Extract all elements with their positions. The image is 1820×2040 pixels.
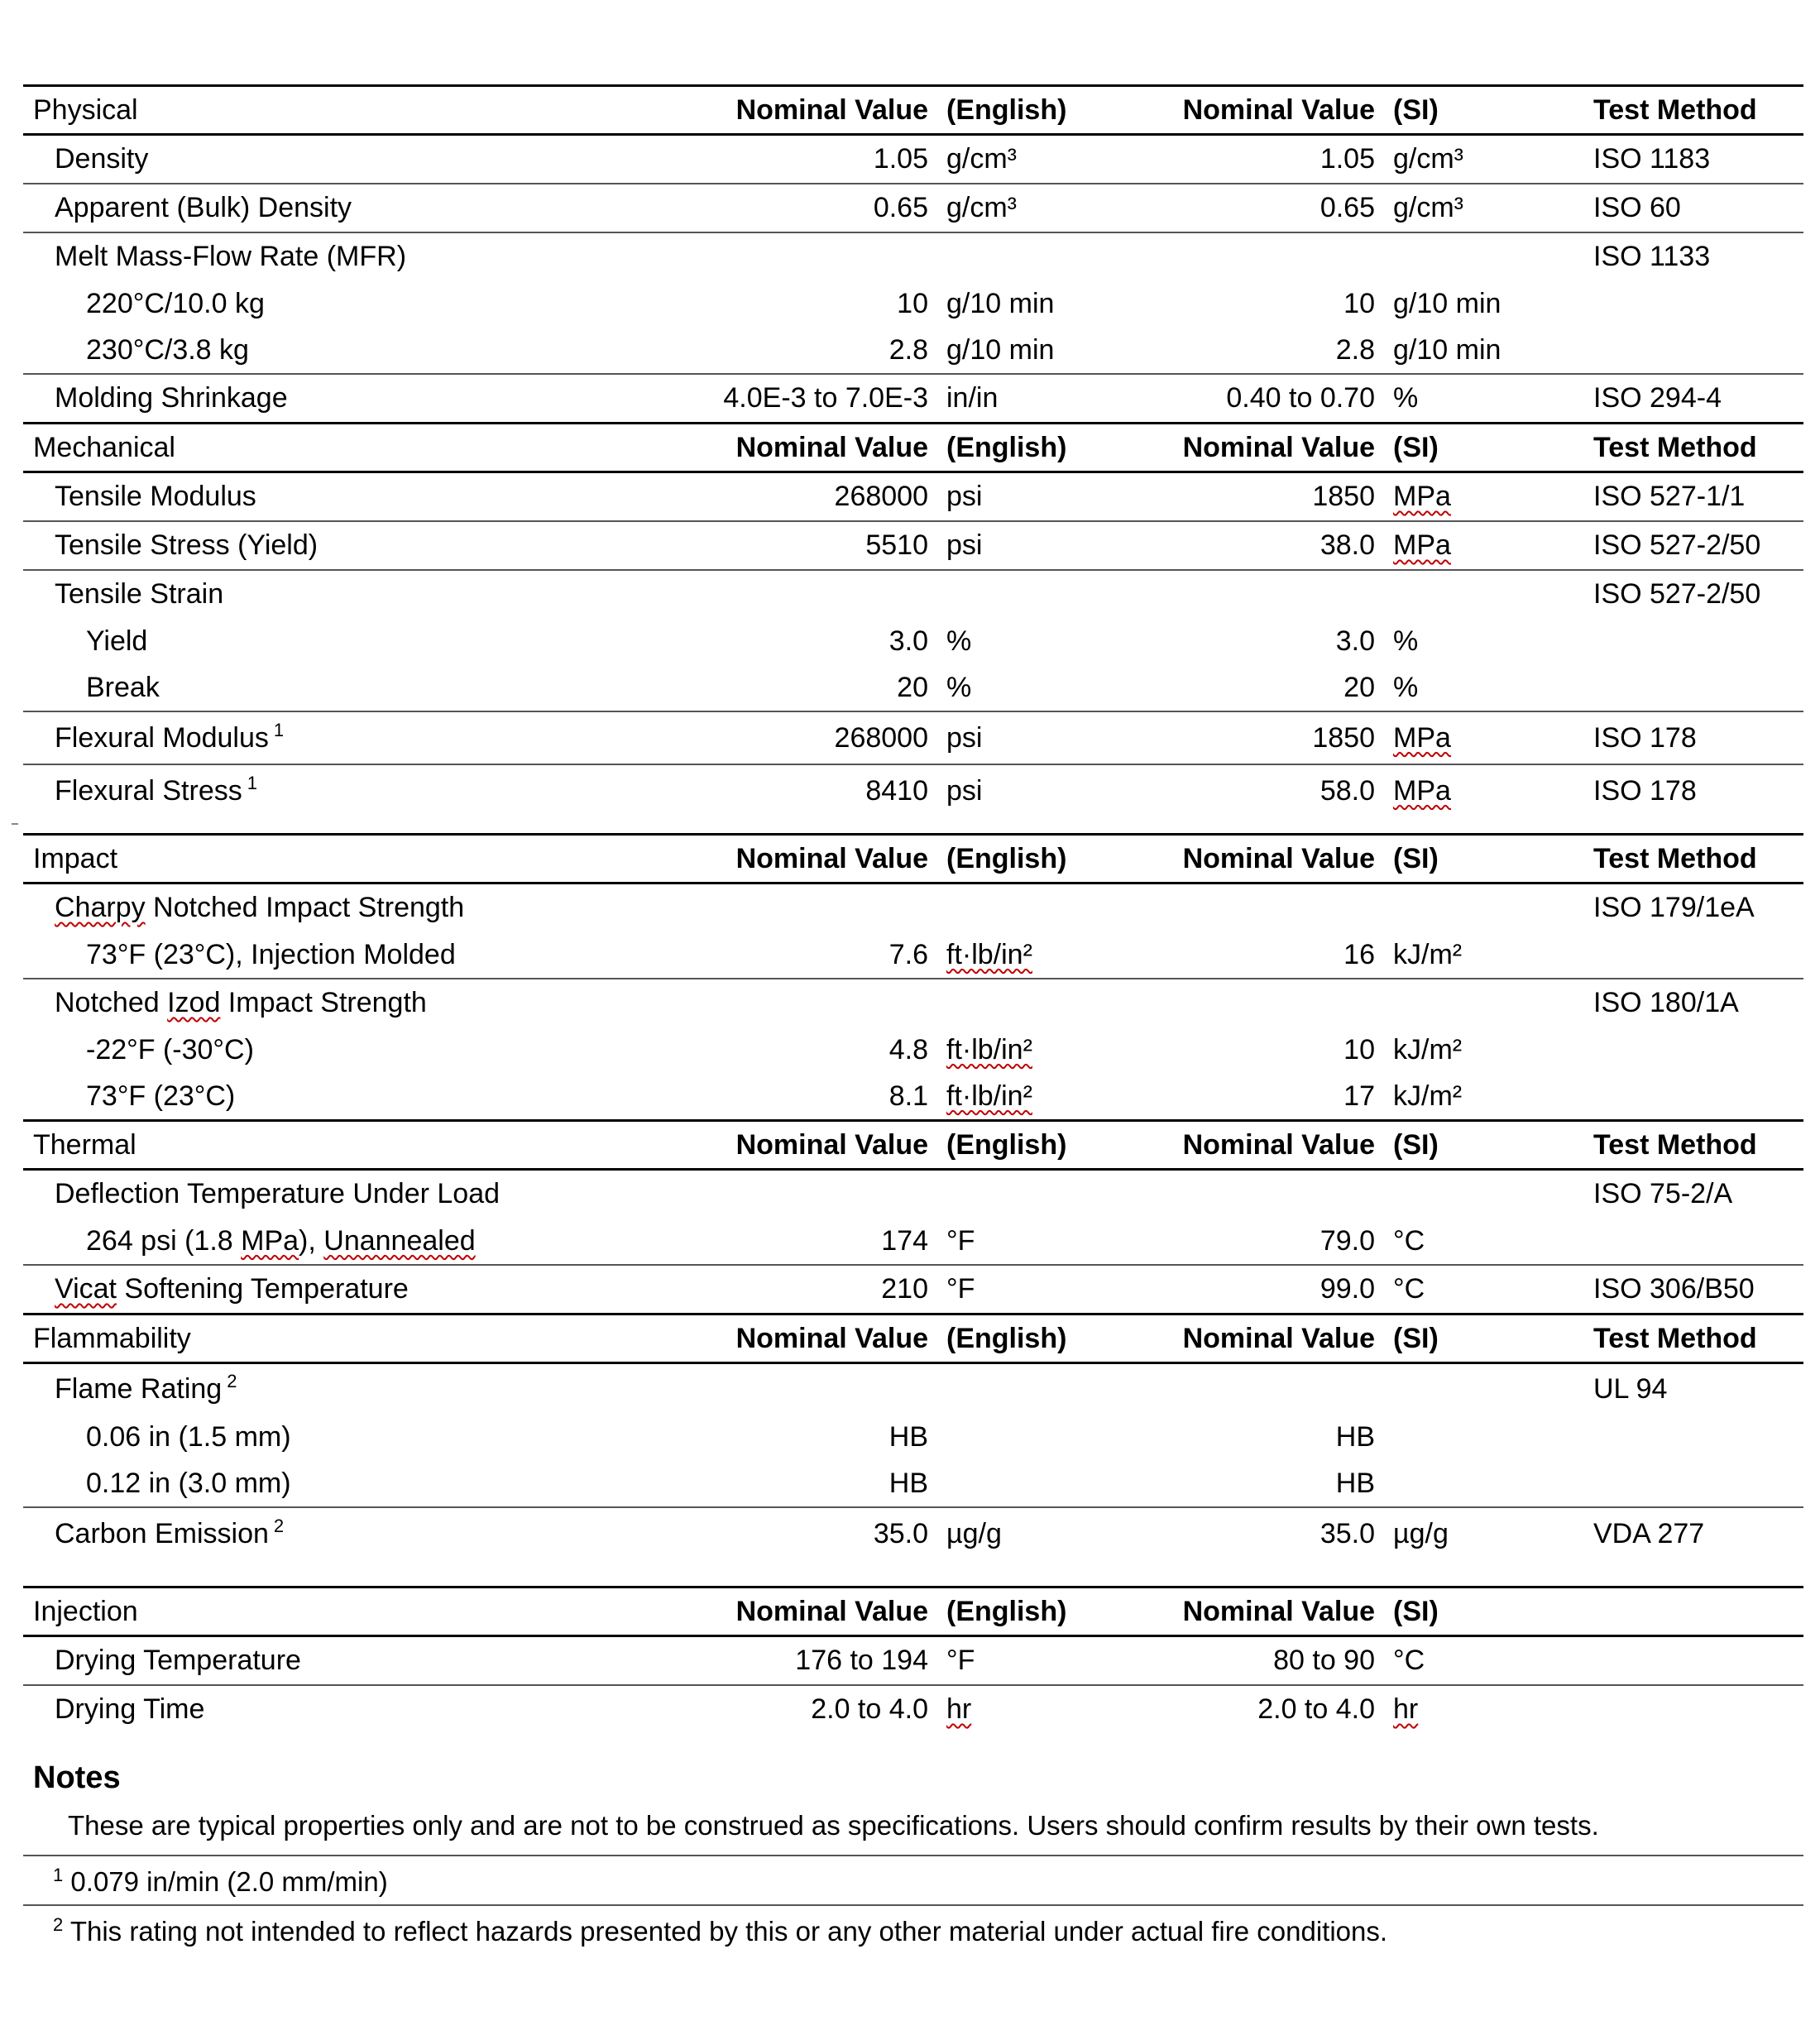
english-value: 1.05 (873, 143, 928, 175)
table-row (23, 373, 1803, 422)
table-row (23, 664, 1803, 711)
si-value: HB (1335, 1420, 1375, 1453)
header-test-method: Test Method (1593, 842, 1757, 874)
english-unit: psi (946, 721, 983, 754)
si-unit: MPa (1393, 481, 1451, 512)
section-title: Physical (33, 93, 138, 126)
condition-name: 73°F (23°C), Injection Molded (86, 938, 456, 970)
english-unit: % (946, 625, 972, 657)
test-method: ISO 178 (1593, 774, 1697, 807)
test-method: ISO 180/1A (1593, 987, 1739, 1018)
property-name-part: Notched (55, 987, 168, 1018)
condition-name: Yield (86, 625, 148, 657)
condition-name: 220°C/10.0 kg (86, 287, 265, 319)
table-row (23, 618, 1803, 664)
english-unit: psi (946, 529, 983, 561)
table-row (23, 327, 1803, 373)
property-name: Tensile Strain (55, 578, 224, 610)
table-row (23, 1414, 1803, 1460)
english-value: HB (888, 1467, 928, 1499)
header-nominal-english: Nominal Value (735, 1128, 928, 1161)
test-method: VDA 277 (1593, 1517, 1705, 1549)
header-si: (SI) (1393, 1128, 1439, 1161)
header-test-method: Test Method (1593, 93, 1757, 126)
header-nominal-english: Nominal Value (735, 842, 928, 874)
si-value: 0.40 to 0.70 (1226, 382, 1375, 414)
english-value: 268000 (834, 721, 928, 754)
header-si: (SI) (1393, 431, 1439, 463)
english-value: 3.0 (888, 625, 928, 657)
si-unit: % (1393, 625, 1419, 657)
si-value: 99.0 (1320, 1273, 1375, 1305)
notes-disclaimer: These are typical properties only and are not to be construed as specifications. Users should confirm results by their own tests. (68, 1810, 1599, 1841)
notes-title: Notes (33, 1760, 121, 1795)
footnote-2 (23, 1904, 1803, 1952)
si-value: HB (1335, 1467, 1375, 1499)
header-nominal-si: Nominal Value (1182, 1322, 1375, 1354)
header-nominal-si: Nominal Value (1182, 1128, 1375, 1161)
si-value: 17 (1343, 1080, 1375, 1112)
si-unit: MPa (1393, 529, 1451, 561)
si-unit: % (1393, 671, 1419, 703)
si-unit: g/10 min (1393, 287, 1502, 319)
header-si: (SI) (1393, 93, 1439, 126)
property-name: Flame Rating (55, 1372, 223, 1405)
si-value: 2.8 (1335, 333, 1375, 366)
table-row (23, 473, 1803, 520)
condition-name: 0.12 in (3.0 mm) (86, 1467, 291, 1499)
english-value: 2.8 (888, 333, 928, 366)
header-english: (English) (946, 431, 1067, 463)
table-row (23, 884, 1803, 931)
section-header (23, 422, 1803, 473)
table-row (23, 1684, 1803, 1733)
property-name-cell (23, 722, 697, 754)
table-row (23, 764, 1803, 816)
table-row (23, 136, 1803, 183)
test-method: ISO 179/1eA (1593, 892, 1755, 923)
si-unit: MPa (1393, 721, 1451, 754)
property-name: Carbon Emission (55, 1517, 269, 1549)
si-unit: °C (1393, 1645, 1425, 1676)
property-name-cell (23, 1518, 697, 1550)
english-unit: g/10 min (946, 287, 1055, 319)
section-flammability (23, 1313, 1803, 1559)
section-header (23, 833, 1803, 884)
section-title: Mechanical (33, 431, 175, 463)
table-row (23, 931, 1803, 978)
english-value: 268000 (834, 481, 928, 512)
english-unit: g/cm³ (946, 143, 1017, 175)
si-unit: g/10 min (1393, 333, 1502, 366)
header-english: (English) (946, 842, 1067, 874)
english-unit: in/in (946, 382, 999, 414)
english-value: 7.6 (888, 938, 928, 970)
property-name: Apparent (Bulk) Density (55, 192, 352, 223)
table-row (23, 1027, 1803, 1073)
section-header (23, 1313, 1803, 1364)
si-unit: g/cm³ (1393, 192, 1463, 223)
english-unit: psi (946, 481, 983, 512)
header-nominal-si: Nominal Value (1182, 93, 1375, 126)
english-unit: °F (946, 1645, 975, 1676)
header-english: (English) (946, 1128, 1067, 1161)
condition-name: 73°F (23°C) (86, 1080, 236, 1112)
si-value: 1850 (1312, 721, 1375, 754)
header-nominal-english: Nominal Value (735, 1322, 928, 1354)
english-value: 210 (881, 1273, 928, 1305)
section-title: Impact (33, 842, 118, 874)
si-value: 10 (1343, 287, 1375, 319)
si-unit: µg/g (1393, 1517, 1449, 1549)
property-name: Melt Mass-Flow Rate (MFR) (55, 241, 407, 272)
table-row (23, 1460, 1803, 1506)
english-unit: ft·lb/in² (946, 938, 1032, 970)
footnote-marker: 2 (227, 1371, 237, 1392)
english-unit: psi (946, 774, 983, 807)
property-name-cell (23, 1373, 697, 1405)
section-impact (23, 833, 1803, 1119)
property-name-part: Vicat (55, 1273, 117, 1305)
footnote-text: This rating not intended to reflect hazards presented by this or any other material under actual fire conditions. (63, 1916, 1388, 1947)
si-unit: kJ/m² (1393, 938, 1463, 970)
condition-name-part: MPa (241, 1224, 299, 1257)
condition-name-part: Unannealed (323, 1224, 476, 1257)
section-thermal (23, 1119, 1803, 1313)
property-name: Molding Shrinkage (55, 382, 288, 414)
table-row (23, 569, 1803, 618)
header-si: (SI) (1393, 842, 1439, 874)
condition-name: 230°C/3.8 kg (86, 333, 249, 366)
english-value: 4.8 (888, 1033, 928, 1065)
property-name-part: Impact Strength (220, 987, 427, 1018)
footnote-1 (23, 1855, 1803, 1903)
si-unit: °C (1393, 1273, 1425, 1305)
table-row (23, 520, 1803, 569)
si-unit: MPa (1393, 774, 1451, 807)
header-test-method: Test Method (1593, 431, 1757, 463)
condition-name: 0.06 in (1.5 mm) (86, 1420, 291, 1453)
test-method: ISO 527-1/1 (1593, 481, 1746, 512)
header-nominal-english: Nominal Value (735, 93, 928, 126)
si-value: 0.65 (1320, 192, 1375, 223)
english-value: 4.0E-3 to 7.0E-3 (723, 382, 928, 414)
section-title: Injection (33, 1595, 138, 1627)
property-name-part: Softening Temperature (116, 1273, 409, 1305)
english-unit: °F (946, 1273, 975, 1305)
test-method: ISO 60 (1593, 192, 1681, 223)
english-unit: °F (946, 1224, 975, 1257)
si-unit: °C (1393, 1224, 1425, 1257)
header-english: (English) (946, 1322, 1067, 1354)
si-unit: hr (1393, 1693, 1419, 1725)
english-unit: µg/g (946, 1517, 1002, 1549)
si-value: 79.0 (1320, 1224, 1375, 1257)
section-physical (23, 84, 1803, 422)
section-title: Flammability (33, 1322, 191, 1354)
section-header (23, 1586, 1803, 1637)
property-name-part: Izod (167, 987, 221, 1018)
footnote-marker: 2 (53, 1914, 64, 1935)
header-nominal-si: Nominal Value (1182, 842, 1375, 874)
table-row (23, 232, 1803, 280)
table-row (23, 1637, 1803, 1684)
english-value: 174 (881, 1224, 928, 1257)
section-injection (23, 1586, 1803, 1733)
english-unit: hr (946, 1693, 972, 1725)
test-method: UL 94 (1593, 1372, 1668, 1405)
property-name: Flexural Stress (55, 774, 242, 807)
si-unit: kJ/m² (1393, 1033, 1463, 1065)
property-name-cell (23, 892, 697, 924)
si-value: 10 (1343, 1033, 1375, 1065)
property-name: Tensile Stress (Yield) (55, 529, 318, 561)
header-test-method: Test Method (1593, 1322, 1757, 1354)
table-row (23, 1171, 1803, 1218)
header-english: (English) (946, 93, 1067, 126)
footnote-marker: 2 (273, 1516, 285, 1537)
header-test-method: Test Method (1593, 1128, 1757, 1161)
table-row (23, 280, 1803, 327)
english-value: 0.65 (873, 192, 928, 223)
property-name-cell (23, 775, 697, 807)
header-english: (English) (946, 1595, 1067, 1627)
footnote-marker: 1 (273, 720, 285, 741)
header-nominal-si: Nominal Value (1182, 431, 1375, 463)
condition-name: Break (86, 671, 160, 703)
test-method: ISO 527-2/50 (1593, 578, 1761, 610)
table-row (23, 1073, 1803, 1119)
si-value: 20 (1343, 671, 1375, 703)
english-value: 20 (897, 671, 928, 703)
table-row (23, 978, 1803, 1027)
footnote-text: 0.079 in/min (2.0 mm/min) (63, 1866, 388, 1897)
english-unit: g/10 min (946, 333, 1055, 366)
property-name: Tensile Modulus (55, 481, 256, 512)
property-name-cell (23, 987, 697, 1019)
test-method: ISO 1183 (1593, 143, 1711, 175)
si-value: 1850 (1312, 481, 1375, 512)
test-method: ISO 1133 (1593, 241, 1711, 272)
si-unit: % (1393, 382, 1419, 414)
english-unit: ft·lb/in² (946, 1033, 1032, 1065)
si-unit: kJ/m² (1393, 1080, 1463, 1112)
property-name: Deflection Temperature Under Load (55, 1178, 500, 1209)
property-name: Density (55, 143, 149, 175)
footnote-marker: 1 (247, 773, 257, 794)
table-row (23, 1264, 1803, 1313)
si-value: 80 to 90 (1273, 1645, 1375, 1676)
margin-mark (12, 823, 18, 825)
english-value: 8410 (865, 774, 928, 807)
datasheet-table (23, 84, 1803, 1733)
english-value: 2.0 to 4.0 (811, 1693, 928, 1725)
property-name: Drying Time (55, 1693, 205, 1725)
property-name-cell (23, 1273, 697, 1305)
english-unit: ft·lb/in² (946, 1080, 1032, 1112)
table-row (23, 1506, 1803, 1559)
condition-name-part: 264 psi (1.8 (86, 1224, 242, 1257)
footnote-marker: 1 (53, 1865, 64, 1885)
table-row (23, 711, 1803, 764)
si-value: 58.0 (1320, 774, 1375, 807)
si-value: 1.05 (1320, 143, 1375, 175)
header-nominal-english: Nominal Value (735, 1595, 928, 1627)
header-nominal-english: Nominal Value (735, 431, 928, 463)
property-name: Drying Temperature (55, 1645, 301, 1676)
section-header (23, 1119, 1803, 1171)
test-method: ISO 178 (1593, 721, 1697, 754)
si-value: 2.0 to 4.0 (1257, 1693, 1375, 1725)
english-value: 8.1 (888, 1080, 928, 1112)
si-value: 38.0 (1320, 529, 1375, 561)
table-row (23, 1218, 1803, 1264)
section-mechanical (23, 422, 1803, 816)
table-row (23, 1364, 1803, 1414)
property-name-part: Notched Impact Strength (145, 892, 465, 923)
english-unit: % (946, 671, 972, 703)
property-name: Flexural Modulus (55, 721, 269, 754)
test-method: ISO 527-2/50 (1593, 529, 1761, 561)
test-method: ISO 75-2/A (1593, 1178, 1733, 1209)
header-nominal-si: Nominal Value (1182, 1595, 1375, 1627)
si-value: 35.0 (1320, 1517, 1375, 1549)
si-unit: g/cm³ (1393, 143, 1463, 175)
section-header (23, 84, 1803, 136)
test-method: ISO 306/B50 (1593, 1273, 1755, 1305)
section-title: Thermal (33, 1128, 136, 1161)
property-name-part: Charpy (55, 892, 146, 923)
condition-name-part: ), (299, 1224, 324, 1257)
english-value: HB (888, 1420, 928, 1453)
condition-name: -22°F (-30°C) (86, 1033, 254, 1065)
si-value: 16 (1343, 938, 1375, 970)
english-value: 10 (897, 287, 928, 319)
english-value: 5510 (865, 529, 928, 561)
english-value: 176 to 194 (795, 1645, 928, 1676)
header-si: (SI) (1393, 1595, 1439, 1627)
header-si: (SI) (1393, 1322, 1439, 1354)
condition-name-cell (23, 1225, 697, 1257)
table-row (23, 183, 1803, 232)
english-unit: g/cm³ (946, 192, 1017, 223)
si-value: 3.0 (1335, 625, 1375, 657)
test-method: ISO 294-4 (1593, 382, 1722, 414)
english-value: 35.0 (873, 1517, 928, 1549)
